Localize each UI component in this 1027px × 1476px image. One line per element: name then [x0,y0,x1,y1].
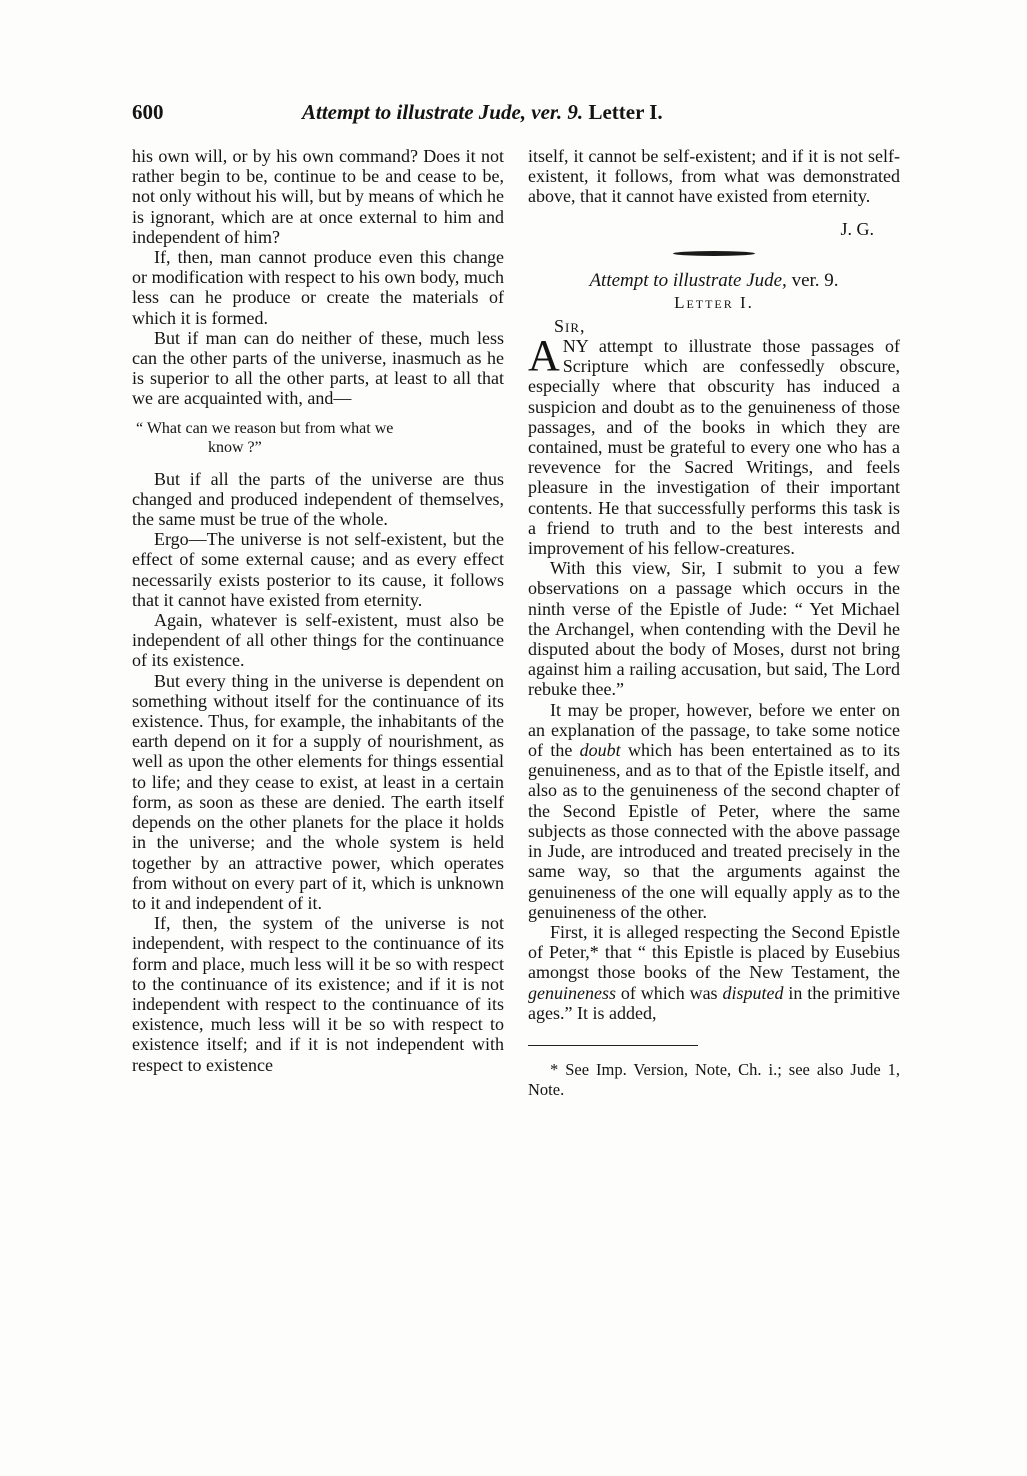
article-title-ref: ver. 9. [791,269,839,291]
paragraph-text: First, it is alleged respecting the Second Epistle of Peter,* that “ this Epistle is placed by Eusebius amongst those books of the New Testament, the [528,921,900,983]
paragraph: But if all the parts of the universe are thus changed and produced independent of themselves, the same must be true of the whole. [132,468,504,530]
emphasis: genuineness [528,982,616,1003]
paragraph: But if man can do neither of these, much less can the other parts of the universe, inasmuch as he is superior to all the other parts, at least to all that we are acquainted with, and— [132,327,504,409]
footnote-rule [528,1045,698,1046]
salutation: Sir, [554,315,586,336]
paragraph: Ergo—The universe is not self-existent, but the effect of some external cause; and as every effect necessarily exists posterior to its cause, it follows that it cannot have existed from eternity. [132,529,504,610]
paragraph-text: of which was [620,982,718,1003]
article-title-text: Attempt to illustrate Jude, [589,269,787,291]
page-number: 600 [132,100,164,124]
quote-line: “ What can we reason but from what we [136,419,394,437]
right-column [528,146,900,1100]
verse-quote [132,419,504,457]
drop-cap: A [528,331,560,381]
running-head [302,100,663,125]
page-header [132,100,900,126]
letter-heading: Letter I. [674,292,754,312]
left-column [132,146,504,1075]
paragraph: If, then, the system of the universe is not independent, with respect to the continuance of its form and place, much less will it be so with respect to the continuance of its existence; and if it is not independent with respect to the continuance of its existence, much less will it be so with respect to existence itself; and if it is not independent with respect to existence [132,913,504,1075]
running-title: Attempt to illustrate Jude, ver. 9. [302,100,584,124]
article-title [528,270,900,292]
footnote: * See Imp. Version, Note, Ch. i.; see also Jude 1, Note. [528,1059,900,1099]
paragraph: If, then, man cannot produce even this change or modification with respect to his own body, much less can he produce or create the materials of which it is formed. [132,247,504,328]
emphasis: disputed [722,982,784,1003]
emphasis: doubt [579,740,621,761]
paragraph [528,331,900,559]
paragraph: But every thing in the universe is dependent on something without itself for the continuance of its existence. Thus, for example, the inhabitants of the earth depend on it for a supply of nourishment, as well as upon the other elements for things essential to life; and they cease to exist, at least in a certain form, as soon as these are denied. The earth itself depends on the other planets for the place it holds in the universe; and the whole system is held together by an attractive power, which operates from without on every part of it, which is unknown to it and independent of it. [132,670,504,913]
paragraph-text: It may be proper, however, before we enter on an explanation of the passage, to take some notice of the [528,699,900,761]
paragraph: itself, it cannot be self-existent; and if it is not self-existent, it follows, from what was demonstrated above, that it cannot have existed from eternity. [528,146,900,207]
paragraph [528,922,900,1023]
paragraph: With this view, Sir, I submit to you a few observations on a passage which occurs in the ninth verse of the Epistle of Jude: “ Yet Michael the Archangel, when contending with the Devil he disputed about the body of Moses, durst not bring against him a railing accusation, but said, The Lord rebuke thee.” [528,558,900,700]
paragraph [528,700,900,922]
author-signature: J. G. [840,218,874,239]
paragraph-text: which has been entertained as to its genuineness, and as to that of the Epistle itself, and also as to the genuineness of the second chapter of the Second Epistle of Peter, where the same subjects as those connected with the above passage in Jude, are introduced and treated precisely in the same way, so that the arguments against the genuineness of the one will equally apply as to the genuineness of the other. [528,740,901,922]
section-divider [673,251,755,256]
running-letter: Letter I. [588,100,663,124]
paragraph: Again, whatever is self-existent, must also be independent of all other things for the continuance of its existence. [132,610,504,671]
quote-line: know ?” [208,438,262,456]
paragraph-text: NY attempt to illustrate those passages of Scripture which are confessedly obscure, especially where that obscurity has induced a suspicion and doubt as to the genuineness of those passages, and of the books in which they are contained, must be grateful to every one who has a revevence for the Sacred Writings, and feels pleasure in the investigation of their important contents. He that successfully performs this task is a friend to truth and to the best interests and improvement of his fellow-creatures. [528,336,900,559]
paragraph: his own will, or by his own command? Does it not rather begin to be, continue to be and cease to be, not only without his will, but by means of which he is ignorant, which are at once external to him and independent of him? [132,146,504,247]
paragraph-text: in the primitive ages.” It is added, [528,982,901,1023]
